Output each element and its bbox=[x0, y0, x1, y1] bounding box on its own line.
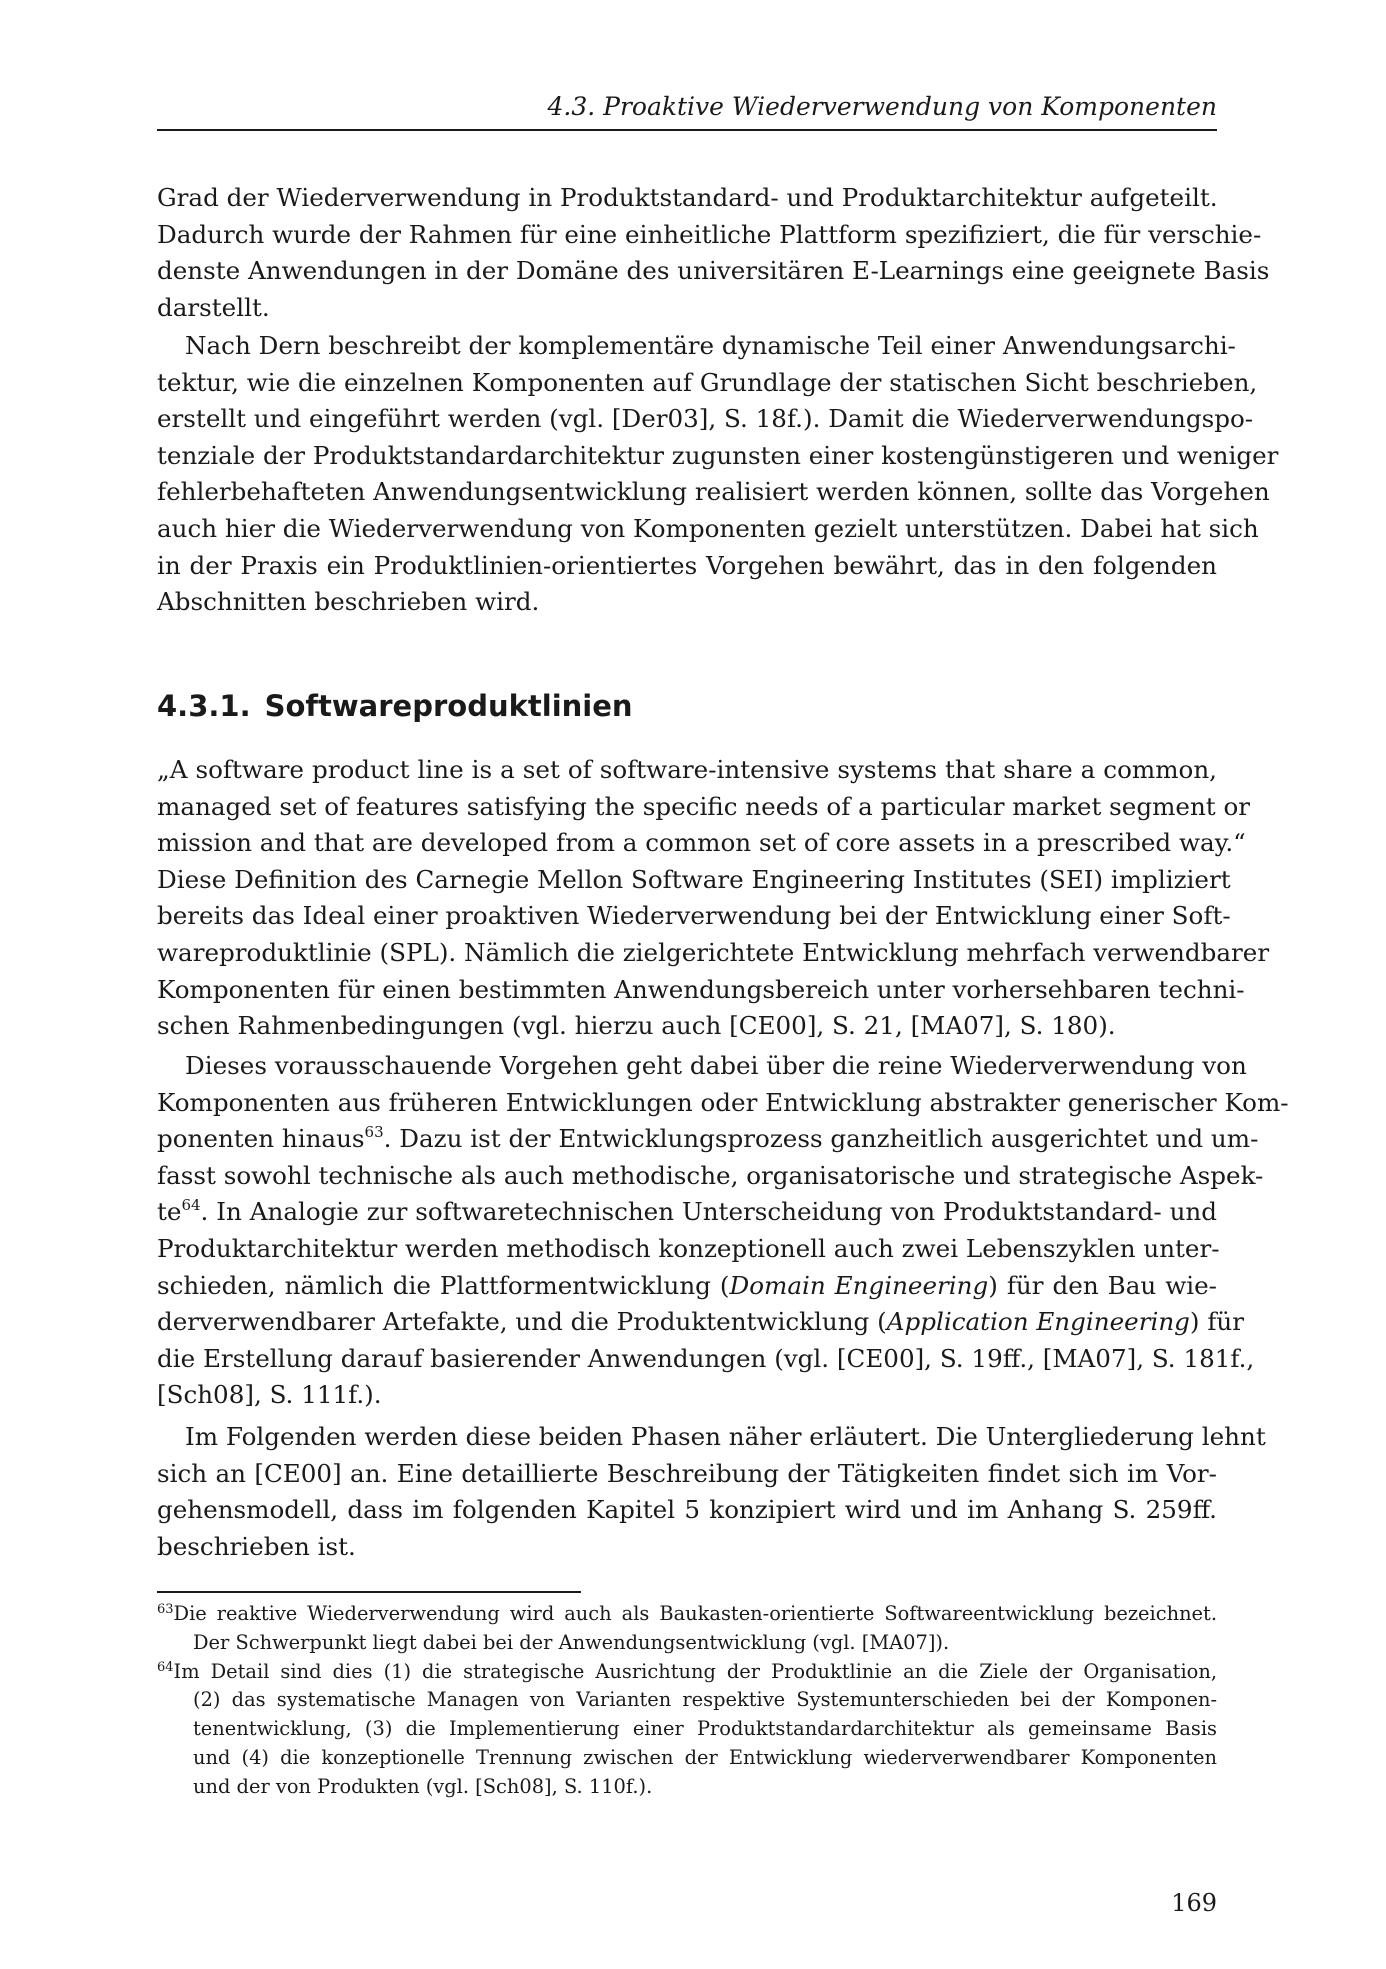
text-line: Im Folgenden werden diese beiden Phasen näher erläutert. Die Untergliederung lehnt bbox=[185, 1422, 1266, 1451]
text-line bbox=[157, 1194, 1217, 1231]
page bbox=[157, 0, 1289, 1969]
text-fragment: te bbox=[157, 1197, 182, 1227]
text-line: denste Anwendungen in der Domäne des universitären E-Learnings eine geeignete Basis bbox=[157, 256, 1270, 286]
footnote-64 bbox=[157, 1658, 1217, 1802]
running-header: 4.3. Proaktive Wiederverwendung von Komponenten bbox=[547, 92, 1217, 121]
section-title: Softwareproduktlinien bbox=[264, 689, 633, 723]
text-line: Dieses vorausschauende Vorgehen geht dabei über die reine Wiederverwendung von bbox=[185, 1051, 1247, 1080]
text-fragment: schieden, nämlich die Plattformentwicklung ( bbox=[157, 1270, 730, 1300]
text-line: Komponenten für einen bestimmten Anwendungsbereich unter vorhersehbaren techni- bbox=[157, 974, 1245, 1004]
text-line: tektur, wie die einzelnen Komponenten auf Grundlage der statischen Sicht beschrieben, bbox=[157, 367, 1258, 397]
text-line: Grad der Wiederverwendung in Produktstandard- und Produktarchitektur aufgeteilt. bbox=[157, 183, 1218, 212]
text-line: erstellt und eingeführt werden (vgl. [Der03], S. 18f.). Damit die Wiederverwendungspo- bbox=[157, 404, 1254, 434]
text-fragment: ) für bbox=[1189, 1307, 1245, 1337]
text-line bbox=[157, 1268, 1217, 1305]
text-line: managed set of features satisfying the specific needs of a particular market segment or bbox=[157, 791, 1251, 821]
text-line: fehlerbehafteten Anwendungsentwicklung realisiert werden können, sollte das Vorgehen bbox=[157, 477, 1270, 507]
term-application-engineering: Application Engineering bbox=[886, 1307, 1190, 1337]
header-rule bbox=[157, 129, 1217, 131]
text-line: Diese Definition des Carnegie Mellon Software Engineering Institutes (SEI) impliziert bbox=[157, 864, 1231, 894]
text-fragment: derverwendbarer Artefakte, und die Produktentwicklung ( bbox=[157, 1307, 887, 1337]
text-line: bereits das Ideal einer proaktiven Wiederverwendung bei der Entwicklung einer Soft- bbox=[157, 901, 1231, 931]
footnote-line: und der von Produkten (vgl. [Sch08], S. 110f.). bbox=[193, 1774, 653, 1798]
text-line: die Erstellung darauf basierender Anwendungen (vgl. [CE00], S. 19ff., [MA07], S. 181f., bbox=[157, 1343, 1255, 1373]
text-fragment: ) für den Bau wie- bbox=[988, 1270, 1217, 1300]
footnote-line: und (4) die konzeptionelle Trennung zwischen der Entwicklung wiederverwendbarer Komponenten bbox=[193, 1745, 1217, 1769]
section-number: 4.3.1. bbox=[157, 689, 251, 723]
footnote-mark: 64 bbox=[157, 1659, 174, 1675]
footnote-text: Die reaktive Wiederverwendung wird auch als Baukasten-orientierte Softwareentwicklung bezeichnet. bbox=[173, 1602, 1217, 1625]
paragraph-4 bbox=[157, 1048, 1289, 1414]
text-line: darstellt. bbox=[157, 292, 270, 322]
page-number: 169 bbox=[1171, 1889, 1217, 1917]
footnote-mark: 63 bbox=[157, 1602, 174, 1617]
term-domain-engineering: Domain Engineering bbox=[729, 1270, 989, 1300]
text-line: in der Praxis ein Produktlinien-orientiertes Vorgehen bewährt, das in den folgenden bbox=[157, 550, 1217, 580]
text-line bbox=[157, 1121, 1259, 1158]
text-line: „A software product line is a set of software-intensive systems that share a common, bbox=[157, 755, 1217, 784]
text-line: wareproduktlinie (SPL). Nämlich die zielgerichtete Entwicklung mehrfach verwendbarer bbox=[157, 937, 1270, 967]
section-heading bbox=[157, 688, 633, 724]
paragraph-5 bbox=[157, 1419, 1266, 1565]
text-line: sich an [CE00] an. Eine detaillierte Beschreibung der Tätigkeiten findet sich im Vor- bbox=[157, 1458, 1217, 1488]
footnote-ref-64[interactable]: 64 bbox=[181, 1196, 201, 1215]
footnote-ref-63[interactable]: 63 bbox=[364, 1123, 384, 1142]
text-line: tenziale der Produktstandardarchitektur zugunsten einer kostengünstigeren und weniger bbox=[157, 440, 1279, 470]
text-line: Nach Dern beschreibt der komplementäre dynamische Teil einer Anwendungsarchi- bbox=[185, 331, 1236, 360]
footnote-line: (2) das systematische Managen von Varianten respektive Systemunterschieden bei der Komponen- bbox=[193, 1688, 1217, 1712]
footnote-rule bbox=[157, 1591, 581, 1593]
footnote-line: tenentwicklung, (3) die Implementierung einer Produktstandardarchitektur als gemeinsame Basis bbox=[193, 1717, 1217, 1741]
text-line: [Sch08], S. 111f.). bbox=[157, 1380, 382, 1410]
text-fragment: . In Analogie zur softwaretechnischen Unterscheidung von Produktstandard- und bbox=[200, 1197, 1217, 1227]
text-line: gehensmodell, dass im folgenden Kapitel 5 konzipiert wird und im Anhang S. 259ff. bbox=[157, 1495, 1217, 1525]
text-line: schen Rahmenbedingungen (vgl. hierzu auch [CE00], S. 21, [MA07], S. 180). bbox=[157, 1011, 1116, 1041]
text-line: fasst sowohl technische als auch methodische, organisatorische und strategische Aspek- bbox=[157, 1160, 1264, 1190]
text-fragment: ponenten hinaus bbox=[157, 1124, 365, 1154]
footnote-line bbox=[157, 1600, 1217, 1629]
footnotes bbox=[157, 1600, 1217, 1802]
text-line: beschrieben ist. bbox=[157, 1531, 356, 1561]
footnote-63 bbox=[157, 1600, 1217, 1658]
text-line: mission and that are developed from a common set of core assets in a prescribed way.“ bbox=[157, 828, 1246, 858]
footnote-line: Der Schwerpunkt liegt dabei bei der Anwendungsentwicklung (vgl. [MA07]). bbox=[193, 1630, 950, 1654]
text-line: Komponenten aus früheren Entwicklungen oder Entwicklung abstrakter generischer Kom- bbox=[157, 1087, 1289, 1117]
text-line bbox=[157, 1304, 1245, 1341]
text-line: Dadurch wurde der Rahmen für eine einheitliche Plattform spezifiziert, die für verschie- bbox=[157, 219, 1262, 249]
paragraph-3 bbox=[157, 752, 1270, 1045]
paragraph-1 bbox=[157, 180, 1270, 326]
footnote-line bbox=[157, 1658, 1217, 1687]
footnote-text: Im Detail sind dies (1) die strategische Ausrichtung der Produktlinie an die Ziele der Organisation, bbox=[173, 1659, 1217, 1683]
text-line: auch hier die Wiederverwendung von Komponenten gezielt unterstützen. Dabei hat sich bbox=[157, 513, 1259, 543]
paragraph-2 bbox=[157, 328, 1279, 621]
text-line: Abschnitten beschrieben wird. bbox=[157, 587, 540, 617]
text-line: Produktarchitektur werden methodisch konzeptionell auch zwei Lebenszyklen unter- bbox=[157, 1233, 1220, 1263]
text-fragment: . Dazu ist der Entwicklungsprozess ganzheitlich ausgerichtet und um- bbox=[383, 1124, 1259, 1154]
